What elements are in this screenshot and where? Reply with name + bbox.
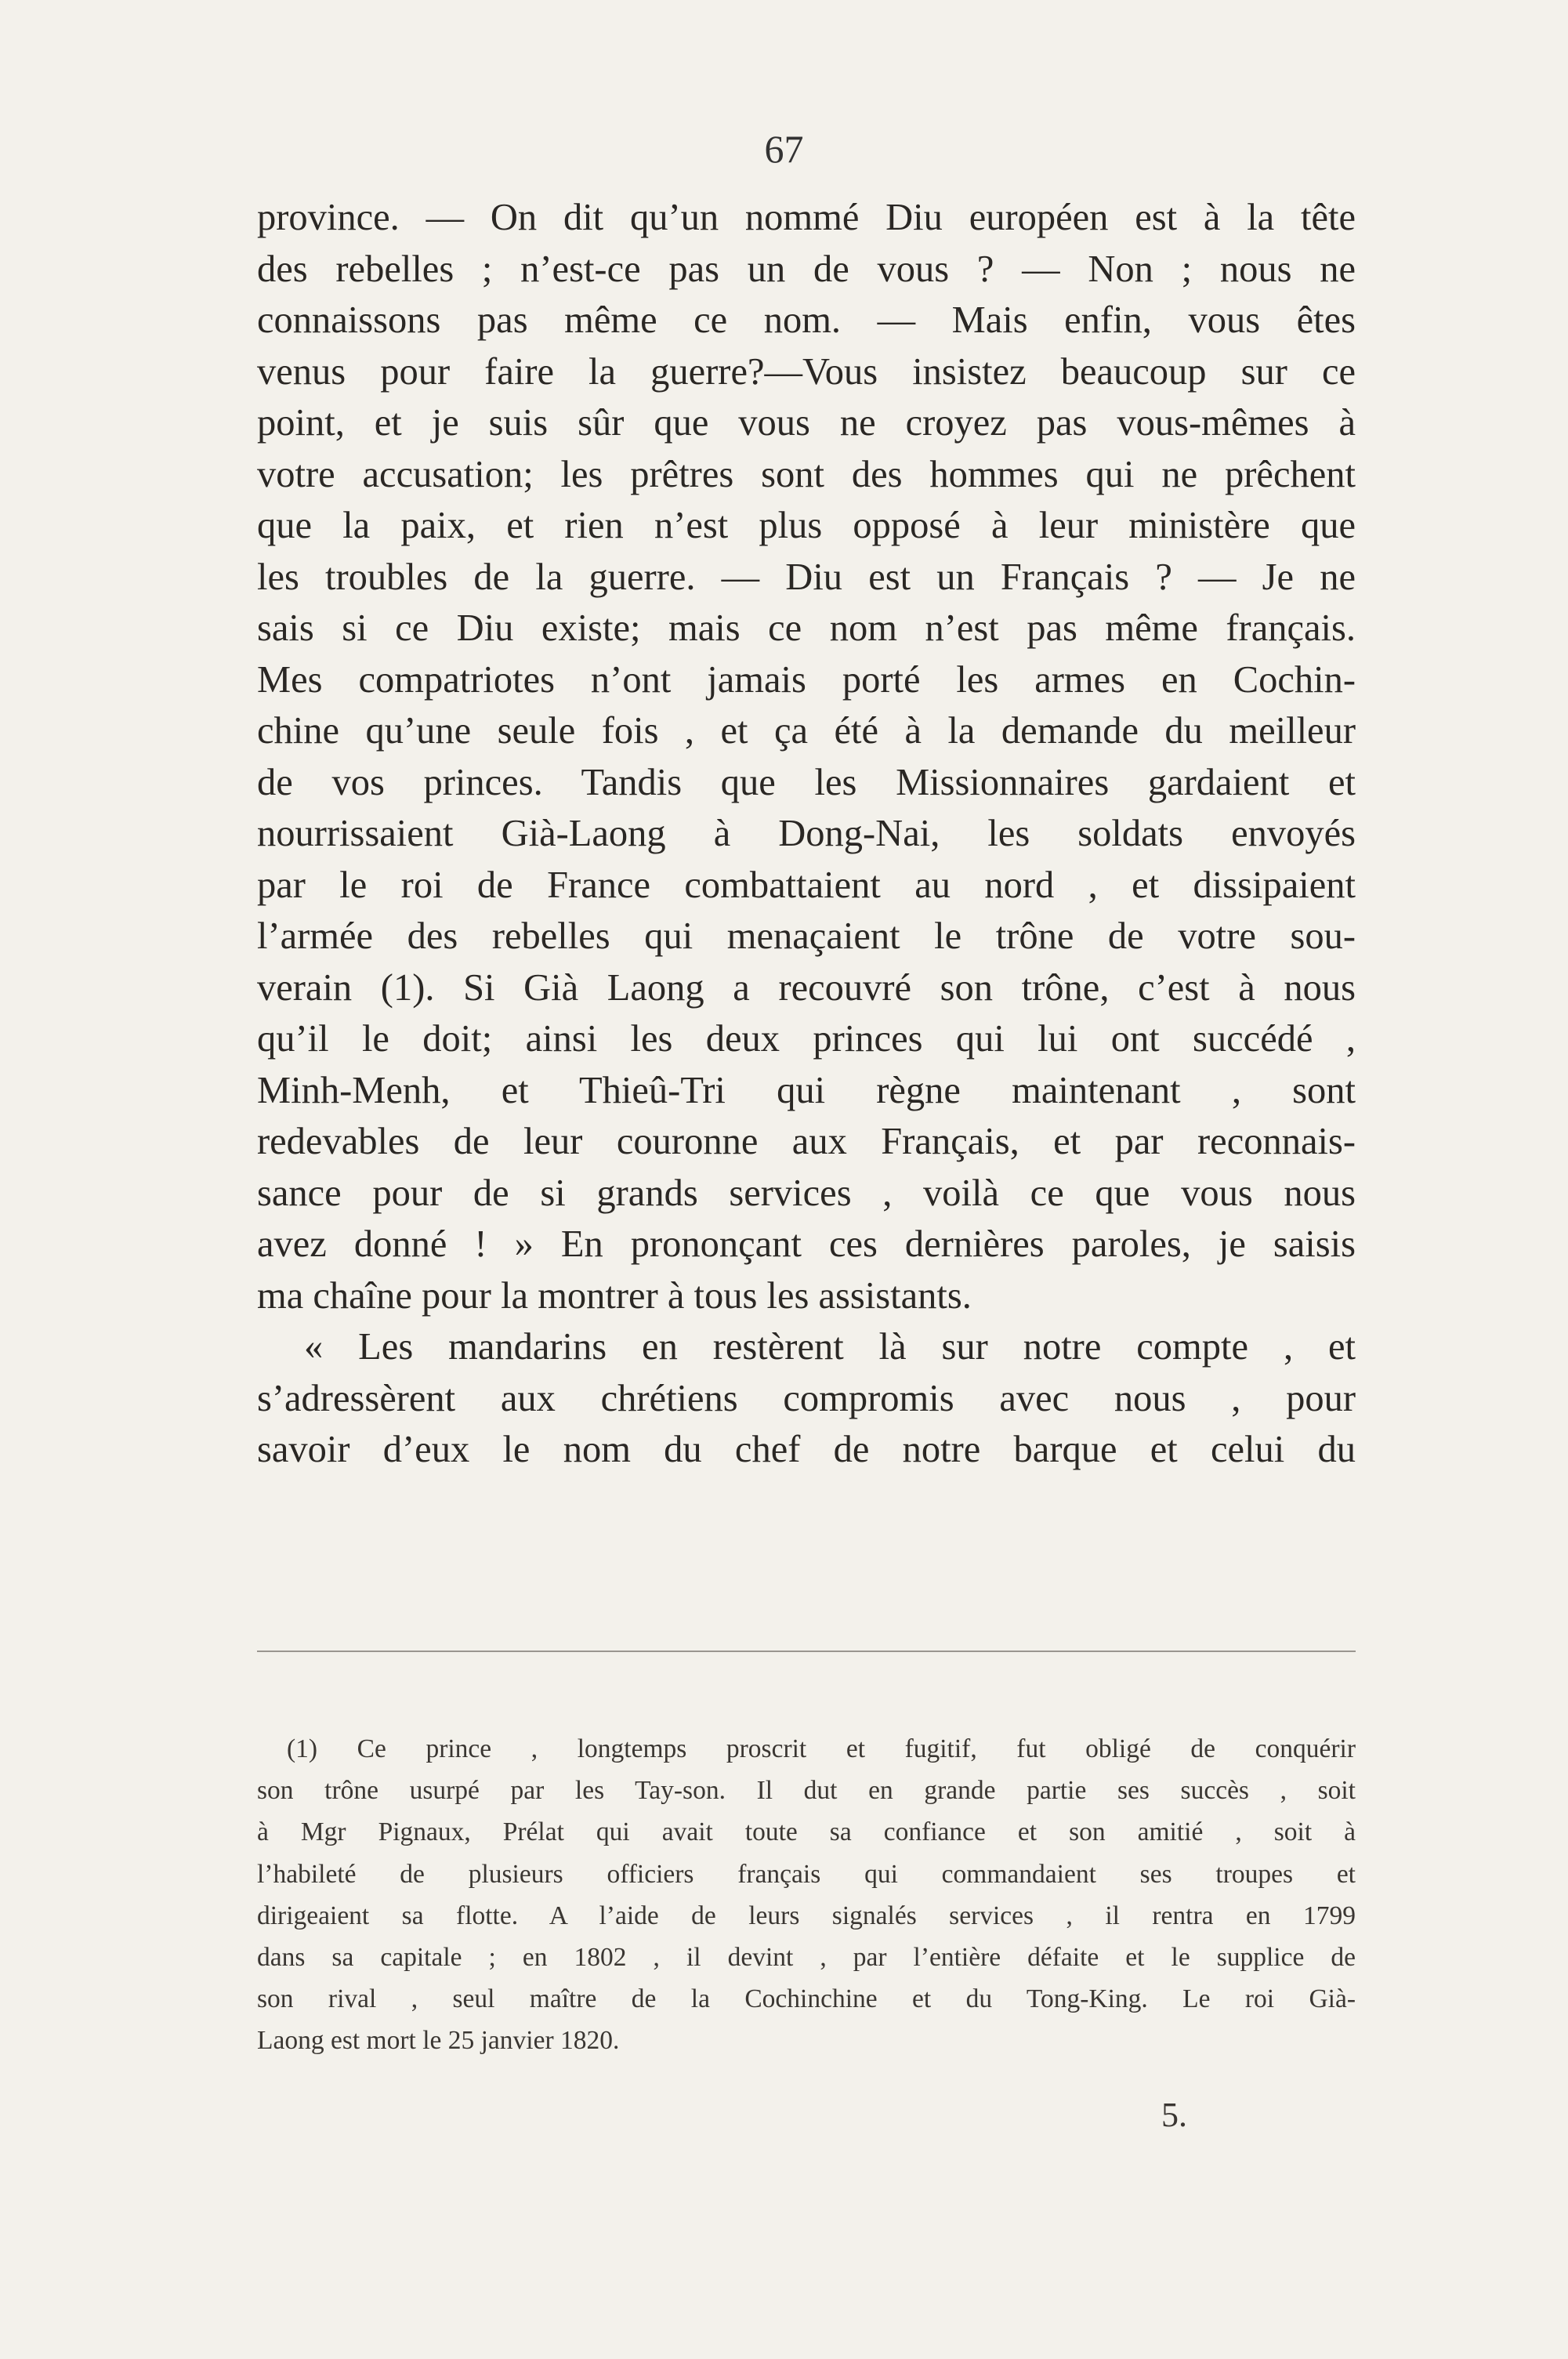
body-line: Mes compatriotes n’ont jamais porté les armes en Cochin- <box>257 658 1356 701</box>
footnote-line: Laong est mort le 25 janvier 1820. <box>257 2026 620 2056</box>
body-line: verain (1). Si Già Laong a recouvré son trône, c’est à nous <box>257 966 1356 1009</box>
body-line: des rebelles ; n’est-ce pas un de vous ? — Non ; nous ne <box>257 248 1356 290</box>
footnotes <box>257 1728 1356 2062</box>
body-line: sance pour de si grands services , voilà ce que vous nous <box>257 1172 1356 1214</box>
footnote-line: son rival , seul maître de la Cochinchine et du Tong-King. Le roi Già- <box>257 1984 1356 2014</box>
body-line: les troubles de la guerre. — Diu est un Français ? — Je ne <box>257 556 1356 598</box>
body-line: avez donné ! » En prononçant ces dernières paroles, je saisis <box>257 1223 1356 1265</box>
body-line: redevables de leur couronne aux Français, et par reconnais- <box>257 1121 1356 1162</box>
footnote-line: dans sa capitale ; en 1802 , il devint , par l’entière défaite et le supplice de <box>257 1942 1356 1972</box>
body-line: province. — On dit qu’un nommé Diu européen est à la tête <box>257 197 1356 238</box>
body-text <box>257 192 1356 1476</box>
body-line: l’armée des rebelles qui menaçaient le trône de votre sou- <box>257 915 1356 957</box>
page-number: 67 <box>764 127 804 171</box>
body-line: votre accusation; les prêtres sont des hommes qui ne prêchent <box>257 453 1356 495</box>
body-line: ma chaîne pour la montrer à tous les assistants. <box>257 1274 972 1317</box>
body-line: Minh-Menh, et Thieû-Tri qui règne maintenant , sont <box>257 1069 1356 1111</box>
body-line: point, et je suis sûr que vous ne croyez pas vous-mêmes à <box>257 402 1356 444</box>
body-line: savoir d’eux le nom du chef de notre barque et celui du <box>257 1429 1356 1470</box>
footnote-line: dirigeaient sa flotte. A l’aide de leurs signalés services , il rentra en 1799 <box>257 1901 1356 1930</box>
body-line: venus pour faire la guerre?—Vous insistez beaucoup sur ce <box>257 350 1356 393</box>
body-line: par le roi de France combattaient au nord , et dissipaient <box>257 864 1356 906</box>
body-line: connaissons pas même ce nom. — Mais enfin, vous êtes <box>257 299 1356 341</box>
body-line: qu’il le doit; ainsi les deux princes qui lui ont succédé , <box>257 1018 1356 1060</box>
footnote-line: l’habileté de plusieurs officiers français qui commandaient ses troupes et <box>257 1859 1356 1889</box>
body-line: chine qu’une seule fois , et ça été à la demande du meilleur <box>257 710 1356 752</box>
body-line: que la paix, et rien n’est plus opposé à leur ministère que <box>257 505 1356 546</box>
footnote-line: son trône usurpé par les Tay-son. Il dut en grande partie ses succès , soit <box>257 1776 1356 1806</box>
footnote-line: à Mgr Pignaux, Prélat qui avait toute sa confiance et son amitié , soit à <box>257 1817 1356 1847</box>
footnote-line: (1) Ce prince , longtemps proscrit et fugitif, fut obligé de conquérir <box>287 1734 1356 1763</box>
signature-mark: 5. <box>1161 2096 1187 2134</box>
footnote-divider <box>257 1651 1356 1652</box>
body-line: de vos princes. Tandis que les Missionnaires gardaient et <box>257 761 1356 803</box>
body-line: sais si ce Diu existe; mais ce nom n’est pas même français. <box>257 607 1356 649</box>
body-line: s’adressèrent aux chrétiens compromis avec nous , pour <box>257 1377 1356 1419</box>
body-line: « Les mandarins en restèrent là sur notre compte , et <box>304 1326 1356 1368</box>
body-line: nourrissaient Già-Laong à Dong-Nai, les soldats envoyés <box>257 813 1356 854</box>
